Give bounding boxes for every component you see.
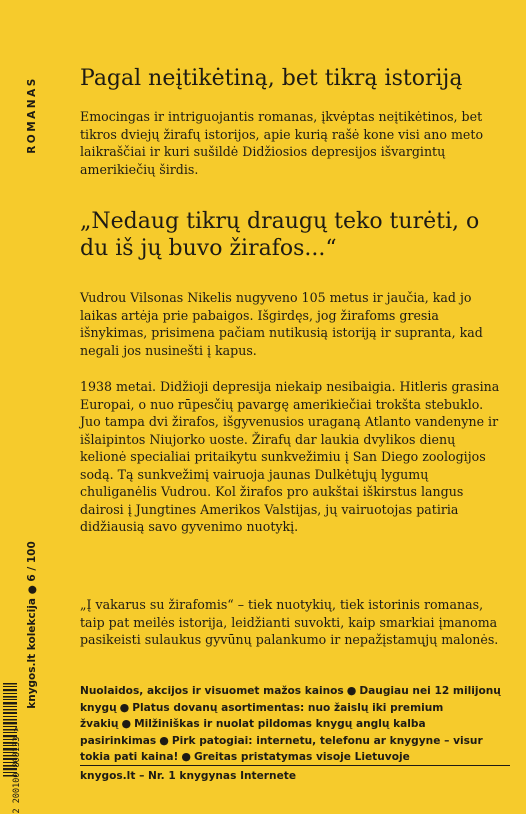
promo-item: Daugiau nei 12 milijonų knygų	[80, 685, 501, 714]
story-paragraph-3: „Į vakarus su žirafomis“ – tiek nuotykių, tiek istorinis romanas, taip pat meilės istorija, leidžianti suvokti, kaip smarkiai įmanoma pasikeisti sulaukus gyvūnų palankumo ir nepažįstamųjų malonės.	[80, 597, 499, 647]
barcode-number-text: 2 200100 808133 >	[12, 726, 22, 814]
promo-item: Pirk patogiai: internetu, telefonu ar knygyne – visur tokia pati kaina!	[80, 734, 483, 763]
promo-block	[80, 683, 510, 766]
promo-item: Greitas pristatymas visoje Lietuvoje	[193, 751, 410, 763]
spine-series-label	[24, 510, 40, 740]
pull-quote: „Nedaug tikrų draugų teko turėti, o du iš jų buvo žirafos...“	[80, 209, 480, 261]
intro-paragraph: Emocingas ir intriguojantis romanas, įkvėptas neįtikėtinos, bet tikros dviejų žirafų istorijos, apie kurią rašė kone visi ano meto laikraščiai ir kuri sušildė Didžiosios depresijos išvargintų amerikiečių širdis.	[80, 109, 484, 177]
story-paragraph-1: Vudrou Vilsonas Nikelis nugyveno 105 metus ir jaučia, kad jo laikas artėja prie pabaigos. Išgirdęs, jog žirafoms gresia išnykimas, prisimena pačiam nutikusią istoriją ir supranta, kad negali jos nusinešti į kapus.	[80, 290, 483, 358]
promo-item: Platus dovanų asortimentas: nuo žaislų iki premium žvakių	[80, 701, 444, 730]
bullet-icon: ●	[119, 700, 130, 714]
back-cover-heading: Pagal neįtikėtiną, bet tikrą istoriją	[80, 66, 463, 91]
story-paragraph-2: 1938 metai. Didžioji depresija niekaip nesibaigia. Hitleris grasina Europai, o nuo rūpesčių pavargę amerikiečiai trokšta stebuklo. Juo tampa dvi žirafos, išgyvenusios uraganą Atlanto vandenyne ir išlaipintos Niujorko uoste. Žirafų dar laukia dvylikos dienų kelionė specialiai pritaikytu sunkvežimiu į San Diego zoologijos sodą. Tą sunkvežimį vairuoja jaunas Dulkėtųjų lygumų chuliganėlis Vudrou. Kol žirafos pro aukštai iškirstus langus dairosi į Jungtines Amerikos Valstijas, jų vairuotojas patiria didžiausią savo gyvenimo nuotykį.	[80, 379, 500, 534]
promo-item: Nuolaidos, akcijos ir visuomet mažos kainos	[80, 685, 344, 697]
footer-divider	[80, 765, 510, 766]
bullet-icon: ●	[346, 684, 357, 697]
series-text: knygos.lt kolekcija ● 6 / 100	[26, 541, 38, 709]
barcode-number	[10, 726, 24, 814]
genre-text: ROMANAS	[26, 76, 38, 154]
bullet-icon: ●	[159, 733, 169, 747]
bullet-icon: ●	[181, 750, 191, 763]
bullet-icon: ●	[121, 717, 132, 730]
spine-genre-label	[24, 70, 40, 160]
store-tagline: knygos.lt – Nr. 1 knygynas Internete	[80, 770, 297, 782]
promo-item: Milžiniškas ir nuolat pildomas knygų anglų kalba pasirinkimas	[80, 718, 426, 747]
